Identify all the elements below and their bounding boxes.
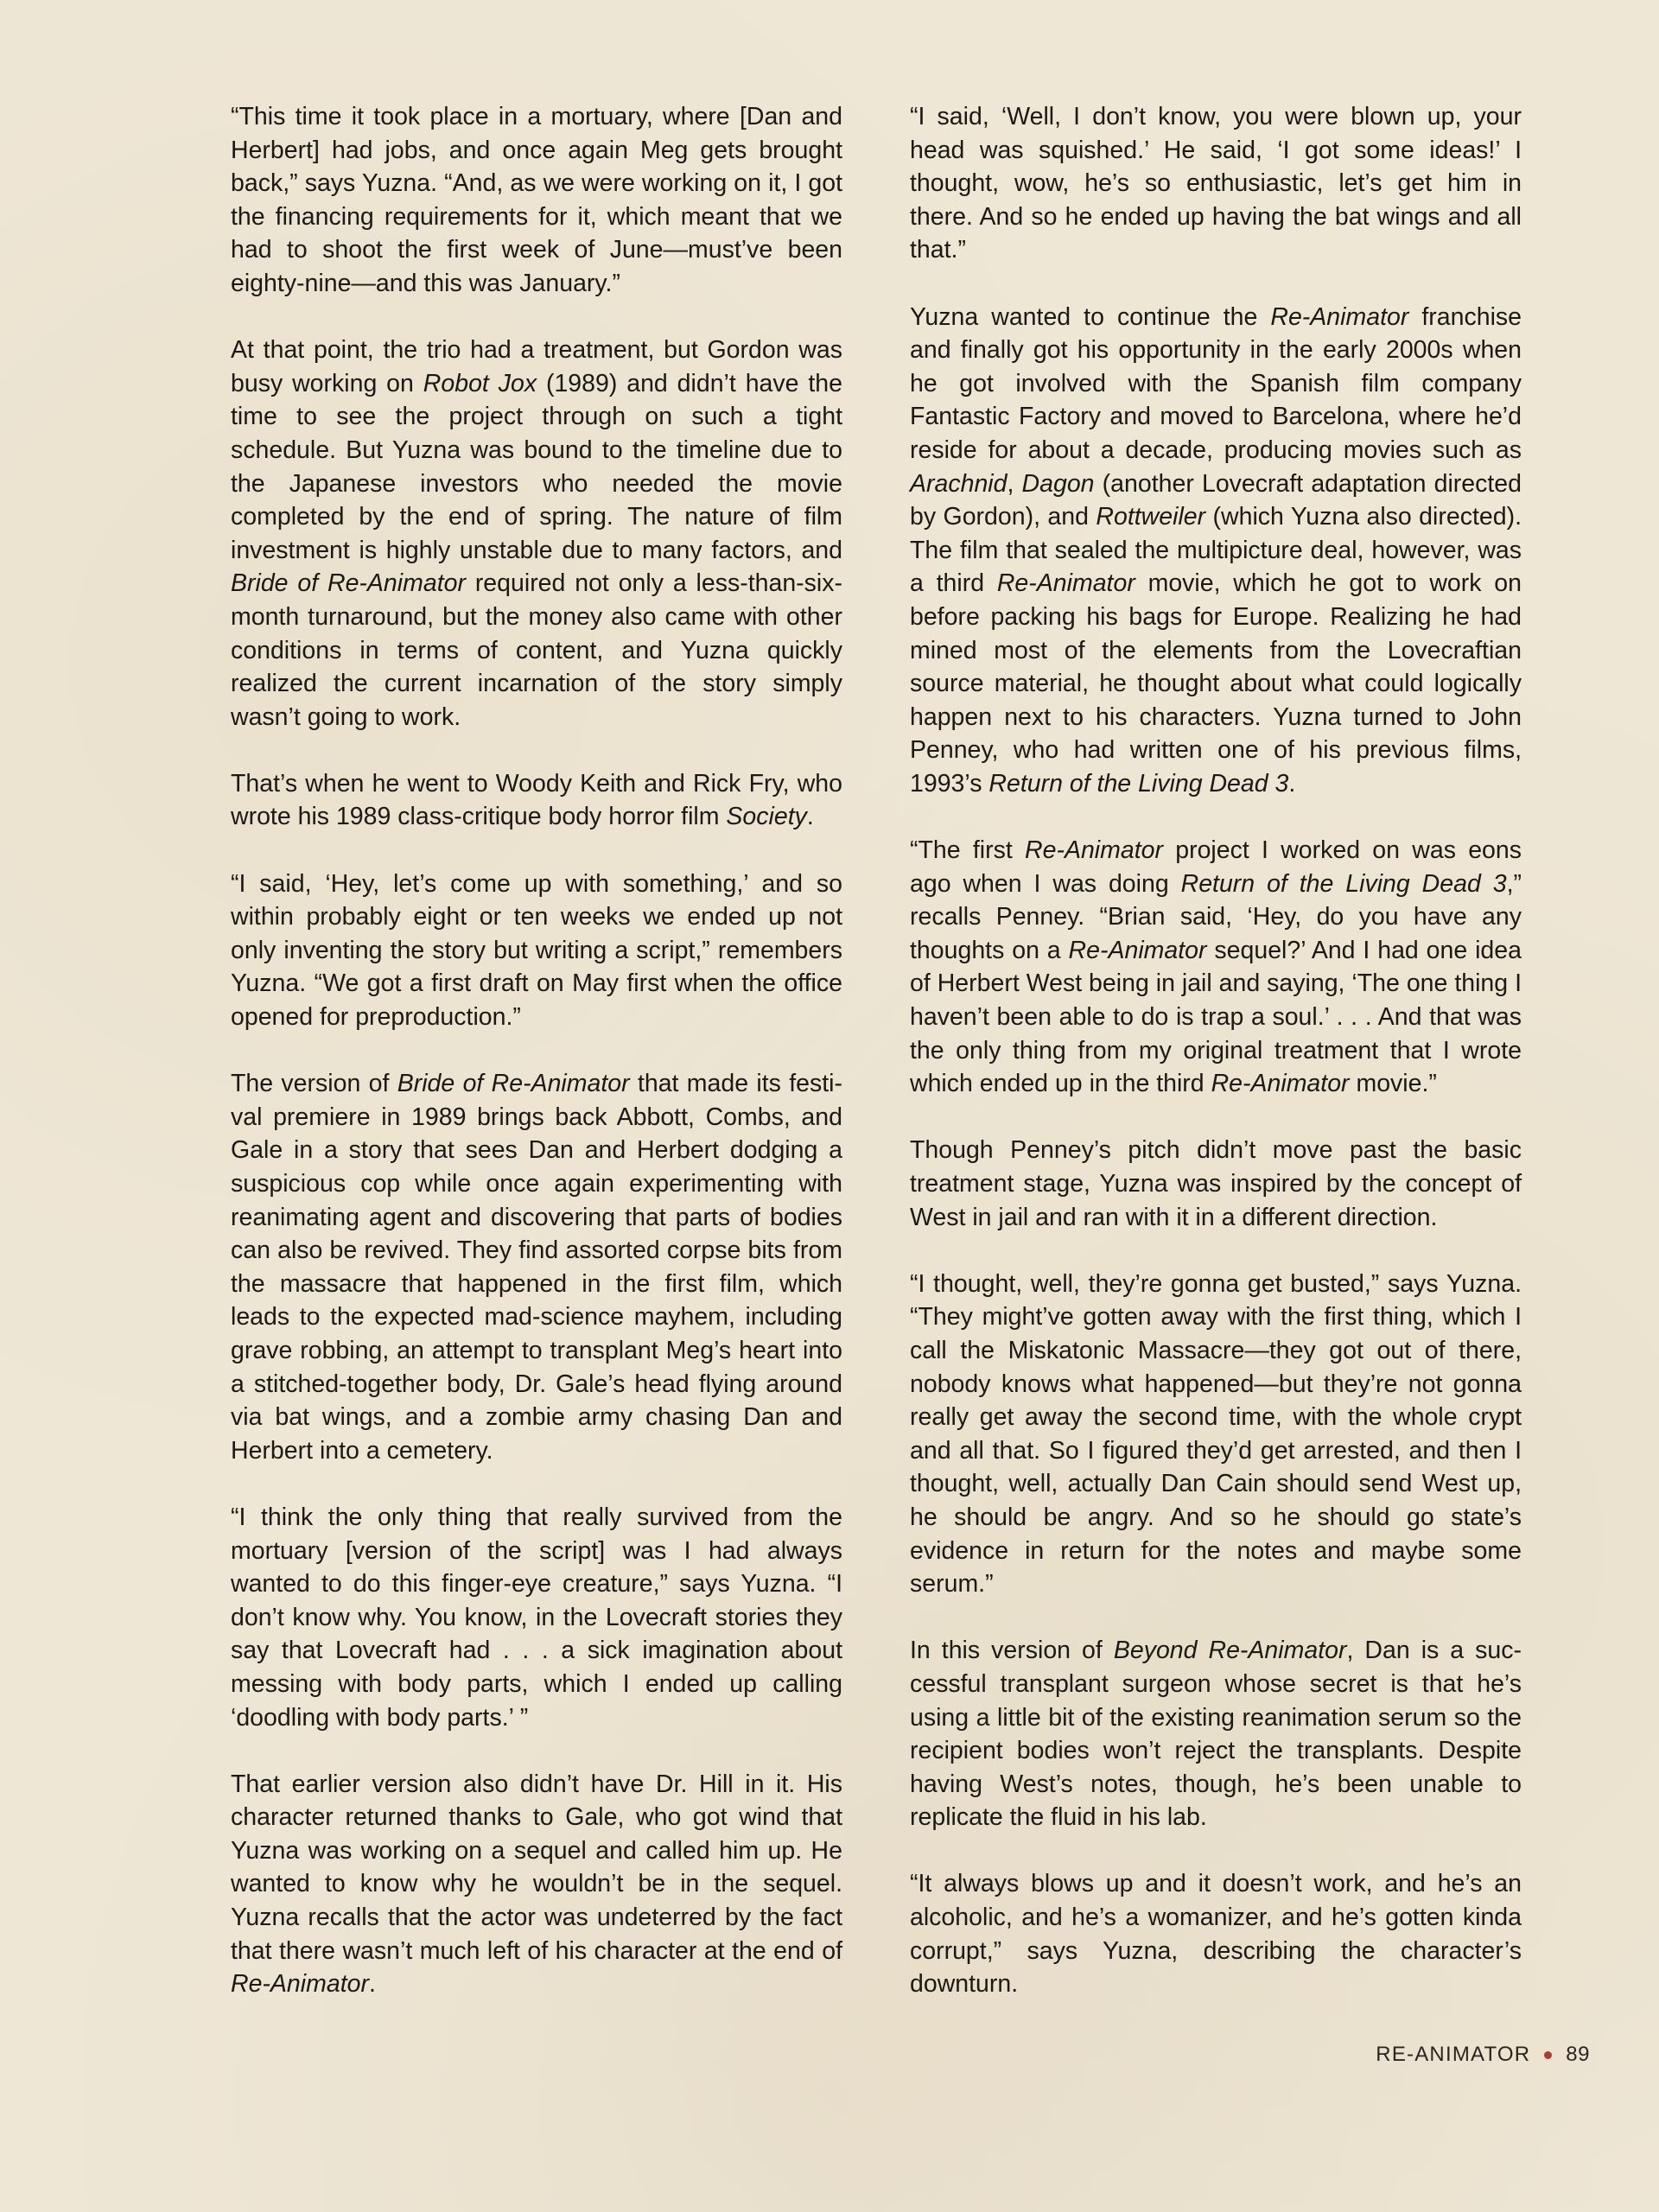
- film-title: Re-Animator: [1270, 302, 1409, 331]
- text-run: (1989) and didn’t have the time to see the project through on such a tight schedule. But Yuzna was bound to the timeline due to the Japanese investors who needed the movie completed by the end of spring. The nature of film investment is highly unstable due to many factors, and: [231, 369, 842, 564]
- text-run: .: [806, 803, 814, 831]
- film-title: Society: [726, 803, 807, 831]
- text-run: movie, which he got to work on before packing his bags for Europe. Realizing he had mined most of the elements from the Lovecraftian source material, he thought about what could logically happen next to his characters. Yuzna turned to John Penney, who had written one of his previous films, 1993’s: [910, 569, 1522, 798]
- paragraph: “This time it took place in a mortuary, where [Dan and Herbert] had jobs, and once again Meg gets brought back,” says Yuzna. “And, as we were working on it, I got the financing requirements for it, which meant that we had to shoot the first week of June—must’ve been eighty-nine—and this was January.”: [231, 103, 842, 297]
- text-run: Yuzna wanted to continue the: [910, 302, 1271, 331]
- paragraph: [231, 334, 842, 734]
- film-title: Rottweiler: [1096, 503, 1206, 531]
- running-title: RE-ANIMATOR: [1376, 2043, 1531, 2066]
- paragraph: “I said, ‘Well, I don’t know, you were blown up, your head was squished.’ He said, ‘I got some ideas!’ I thought, wow, he’s so enthusiastic, let’s get him in there. And so he ended up having the bat wings and all that.”: [910, 103, 1522, 264]
- text-run: At that point, the trio had a treatment, but Gordon was busy working on: [231, 336, 842, 397]
- text-run: (another Lovecraft adaptation directed by Gordon), and: [910, 469, 1522, 531]
- film-title: Re-Animator: [996, 569, 1135, 598]
- paragraph: [910, 301, 1522, 801]
- film-title: Bride of Re-Animator: [397, 1070, 630, 1098]
- film-title: Dagon: [1021, 469, 1095, 498]
- text-run: , Dan is a successful transplant surgeon whose secret is that he’s using a little bit of the existing reanimation serum so the recipient bodies won’t reject the transplants. Despite having West’s notes, though, he’s been unable to replicate the fluid in his lab.: [910, 1637, 1522, 1832]
- text-run: franchise and finally got his opportunity in the early 2000s when he got involved with the Spanish film company Fantastic Factory and moved to Barcelona, where he’d reside for about a decade, producing movies such as: [910, 302, 1522, 464]
- paragraph: [231, 767, 842, 834]
- paragraph: “It always blows up and it doesn’t work, and he’s an alcoholic, and he’s a womanizer, and he’s gotten kinda corrupt,” says Yuzna, describing the character’s downturn.: [910, 1870, 1522, 1999]
- page-number: 89: [1566, 2043, 1590, 2066]
- text-run: required not only a less-than-six-month turnaround, but the money also came with other conditions in terms of content, and Yuzna quickly realized the current incarnation of the story simply wasn’t going to work.: [231, 569, 842, 731]
- paragraph: [910, 1634, 1522, 1834]
- film-title: Robot Jox: [423, 369, 537, 397]
- bullet-dot-icon: [1544, 2051, 1552, 2059]
- text-run: ,” recalls Penney. “Brian said, ‘Hey, do you have any thoughts on a: [910, 869, 1522, 964]
- page-footer: [1376, 2043, 1590, 2067]
- film-title: Re-Animator: [1025, 836, 1163, 865]
- film-title: Arachnid: [910, 469, 1007, 498]
- film-title: Return of the Living Dead 3: [1180, 869, 1507, 898]
- text-run: (which Yuzna also directed). The film that sealed the multipicture deal, however, was a third: [910, 503, 1522, 598]
- right-column: [910, 100, 1522, 2001]
- film-title: Beyond Re-Animator: [1113, 1637, 1347, 1665]
- text-run: .: [1288, 769, 1296, 798]
- text-run: movie.”: [1349, 1070, 1437, 1098]
- text-run: That earlier version also didn’t have Dr. Hill in it. His character returned thanks to Gale, who got wind that Yuzna was working on a sequel and called him up. He wanted to know why he wouldn’t be in the sequel. Yuzna recalls that the actor was undeterred by the fact that there wasn’t much left of his character at the end of: [231, 1770, 842, 1965]
- text-run: That’s when he went to Woody Keith and Rick Fry, who wrote his 1989 class-critique body horror film: [231, 769, 842, 831]
- text-run: In this version of: [910, 1637, 1114, 1665]
- paragraph: [910, 834, 1522, 1101]
- film-title: Re-Animator: [231, 1970, 369, 1999]
- film-title: Re-Animator: [1068, 936, 1207, 964]
- text-run: “The first: [910, 836, 1026, 865]
- paragraph: Though Penney’s pitch didn’t move past the basic treatment stage, Yuzna was inspired by the concept of West in jail and ran with it in a different direction.: [910, 1136, 1522, 1231]
- film-title: Return of the Living Dead 3: [988, 769, 1289, 798]
- paragraph: [231, 1067, 842, 1467]
- paragraph: “I thought, well, they’re gonna get busted,” says Yuzna. “They might’ve gotten away with the first thing, which I call the Miskatonic Massacre—they got out of there, nobody knows what happened—but they’re not gonna really get away the second time, with the whole crypt and all that. So I figured they’d get arrested, and then I thought, well, actually Dan Cain should send West up, he should be angry. And so he should go state’s evidence in return for the notes and maybe some serum.”: [910, 1269, 1522, 1599]
- film-title: Bride of Re-Animator: [231, 569, 466, 598]
- text-run: that made its festival premiere in 1989 brings back Abbott, Combs, and Gale in a story that sees Dan and Herbert dodging a suspicious cop while once again experimenting with reanimating agent and discovering that parts of bodies can also be revived. They find assorted corpse bits from the massacre that happened in the first film, which leads to the expected mad-science mayhem, including grave robbing, an attempt to transplant Meg’s heart into a stitched-together body, Dr. Gale’s head flying around via bat wings, and a zombie army chasing Dan and Herbert into a cemetery.: [231, 1070, 842, 1465]
- paragraph: “I said, ‘Hey, let’s come up with something,’ and so within probably eight or ten weeks we ended up not only inventing the story but writing a script,” remembers Yuzna. “We got a first draft on May first when the office opened for preproduction.”: [231, 869, 842, 1032]
- text-run: sequel?’ And I had one idea of Herbert West being in jail and saying, ‘The one thing I haven’t been able to do is trap a soul.’ . . . And that was the only thing from my original treatment that I wrote which ended up in the third: [910, 936, 1522, 1098]
- text-run: ,: [1007, 469, 1022, 498]
- text-run: The version of: [231, 1070, 397, 1098]
- text-run: project I worked on was eons ago when I was doing: [910, 836, 1522, 898]
- paragraph: [231, 1768, 842, 2001]
- film-title: Re-Animator: [1211, 1070, 1350, 1098]
- paragraph: “I think the only thing that really survived from the mortuary [version of the script] was I had always wanted to do this finger-eye creature,” says Yuzna. “I don’t know why. You know, in the Lovecraft stories they say that Lovecraft had . . . a sick imagination about messing with body parts, which I ended up calling ‘doodling with body parts.’ ”: [231, 1503, 842, 1732]
- text-run: .: [368, 1970, 376, 1999]
- left-column: [231, 100, 842, 2001]
